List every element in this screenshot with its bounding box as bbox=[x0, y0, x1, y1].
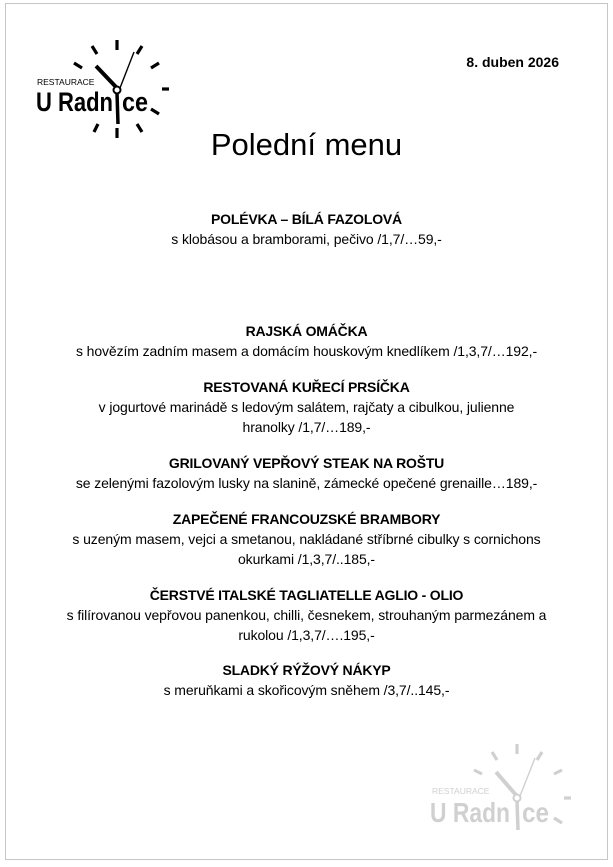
svg-text:ce: ce bbox=[522, 797, 549, 828]
menu-date: 8. duben 2026 bbox=[466, 54, 559, 70]
dish-description: se zelenými fazolovým lusky na slanině, zámecké opečené grenaille…189,- bbox=[75, 475, 538, 491]
clock-logo-icon bbox=[36, 36, 176, 140]
svg-text:U Radn: U Radn bbox=[430, 797, 510, 828]
dish-name: ZAPEČENÉ FRANCOUZSKÉ BRAMBORY bbox=[172, 511, 441, 527]
dish-name: POLÉVKA – BÍLÁ FAZOLOVÁ bbox=[211, 211, 402, 227]
dish-name: ČERSTVÉ ITALSKÉ TAGLIATELLE AGLIO - OLIO bbox=[149, 587, 464, 603]
dish-name: GRILOVANÝ VEPŘOVÝ STEAK NA ROŠTU bbox=[168, 455, 445, 471]
menu-item bbox=[40, 585, 573, 645]
dish-description: s hovězím zadním masem a domácím houskovým knedlíkem /1,3,7/…192,- bbox=[75, 343, 538, 359]
dish-description: s uzeným masem, vejci a smetanou, nakládané stříbrné cibulky s cornichons okurkami /1,3,7/..185,- bbox=[72, 531, 541, 567]
svg-text:ce: ce bbox=[122, 87, 148, 117]
page-title: Polední menu bbox=[210, 127, 403, 162]
menu-item bbox=[40, 509, 573, 569]
dish-description: s meruňkami a skořicovým sněhem /3,7/..145,- bbox=[163, 682, 450, 698]
dish-description: s klobásou a bramborami, pečivo /1,7/…59,- bbox=[171, 231, 442, 247]
menu-item bbox=[40, 660, 573, 700]
menu-item bbox=[40, 321, 573, 361]
restaurant-logo-watermark bbox=[426, 740, 582, 836]
menu-item bbox=[40, 377, 573, 437]
menu-item bbox=[40, 453, 573, 493]
clock-logo-icon bbox=[426, 740, 582, 836]
restaurant-logo bbox=[36, 36, 176, 140]
dish-description: s filírovanou vepřovou panenkou, chilli, česnekem, strouhaným parmezánem a rukolou /1,3,7/….195,- bbox=[66, 607, 547, 643]
svg-text:RESTAURACE: RESTAURACE bbox=[432, 786, 490, 796]
svg-text:RESTAURACE: RESTAURACE bbox=[37, 77, 95, 87]
dish-name: SLADKÝ RÝŽOVÝ NÁKYP bbox=[222, 662, 391, 678]
menu-item bbox=[40, 209, 573, 249]
dish-name: RAJSKÁ OMÁČKA bbox=[245, 323, 368, 339]
svg-text:U Radn: U Radn bbox=[36, 87, 113, 117]
dish-name: RESTOVANÁ KUŘECÍ PRSÍČKA bbox=[203, 379, 410, 395]
dish-description: v jogurtové marinádě s ledovým salátem, rajčaty a cibulkou, julienne hranolky /1,7/…189,- bbox=[98, 399, 515, 435]
